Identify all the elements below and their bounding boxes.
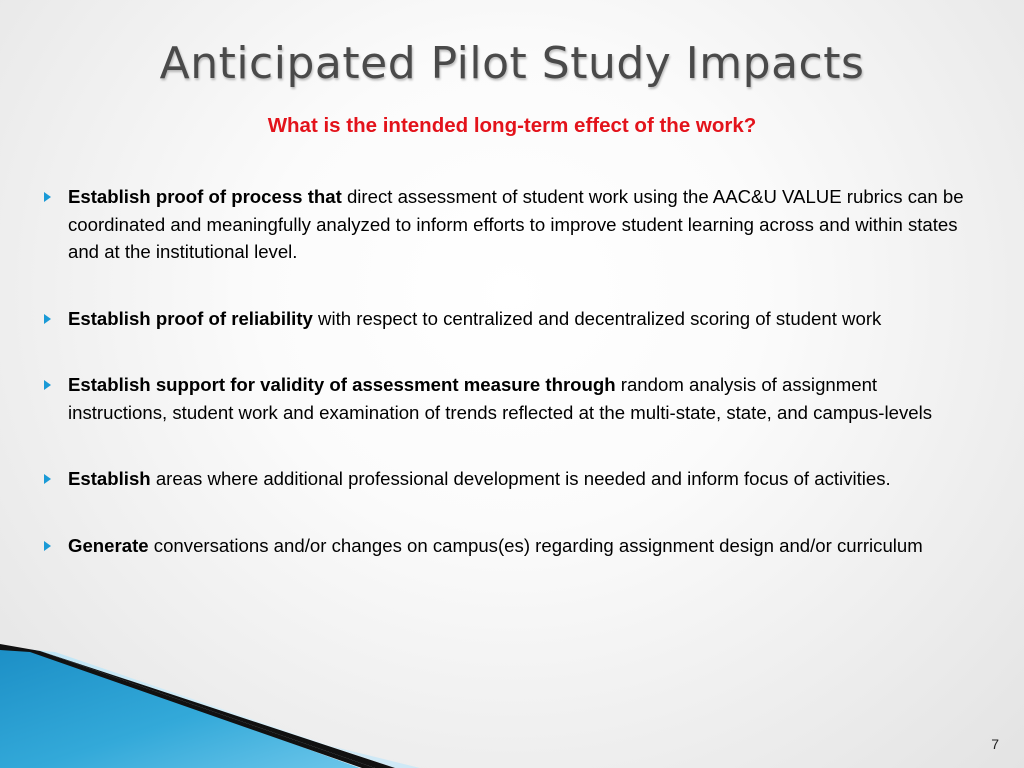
bullet-arrow-icon [44, 314, 51, 324]
bullet-item-1 [40, 183, 980, 266]
bullet-arrow-icon [44, 192, 51, 202]
slide-title: Anticipated Pilot Study Impacts [159, 38, 865, 89]
bullet-item-2 [40, 305, 980, 333]
bullet-bold-text: Establish proof of reliability [68, 307, 313, 329]
bullet-bold-text: Establish proof of process that [68, 186, 342, 207]
bullet-item-3 [40, 371, 980, 426]
bullet-list [40, 183, 980, 559]
bullet-item-4 [40, 465, 980, 493]
bullet-arrow-icon [44, 541, 51, 551]
bullet-body-text: conversations and/or changes on campus(es) regarding assignment design and/or curriculum [148, 534, 923, 556]
corner-blue-wedge [0, 648, 360, 768]
bullet-arrow-icon [44, 380, 51, 390]
page-number: 7 [991, 736, 999, 752]
bullet-arrow-icon [44, 474, 51, 484]
bullet-body-text: areas where additional professional development is needed and inform focus of activities. [150, 468, 891, 489]
bullet-bold-text: Generate [68, 534, 149, 556]
bullet-body-text: random analysis of assignment instructions, student work and examination of trends reflected at the multi-state, state, and campus-levels [68, 374, 933, 423]
bullet-body-text: with respect to centralized and decentralized scoring of student work [312, 307, 882, 329]
bullet-bold-text: Establish [68, 468, 151, 489]
bullet-bold-text: Establish support for validity of assessment measure through [68, 374, 616, 395]
bullet-body-text: direct assessment of student work using the AAC&U VALUE rubrics can be coordinated and meaningfully analyzed to inform efforts to improve student learning across and within states and at the institutional level. [68, 186, 964, 262]
slide-subtitle: What is the intended long-term effect of the work? [267, 114, 757, 137]
bullet-item-5 [40, 532, 980, 560]
